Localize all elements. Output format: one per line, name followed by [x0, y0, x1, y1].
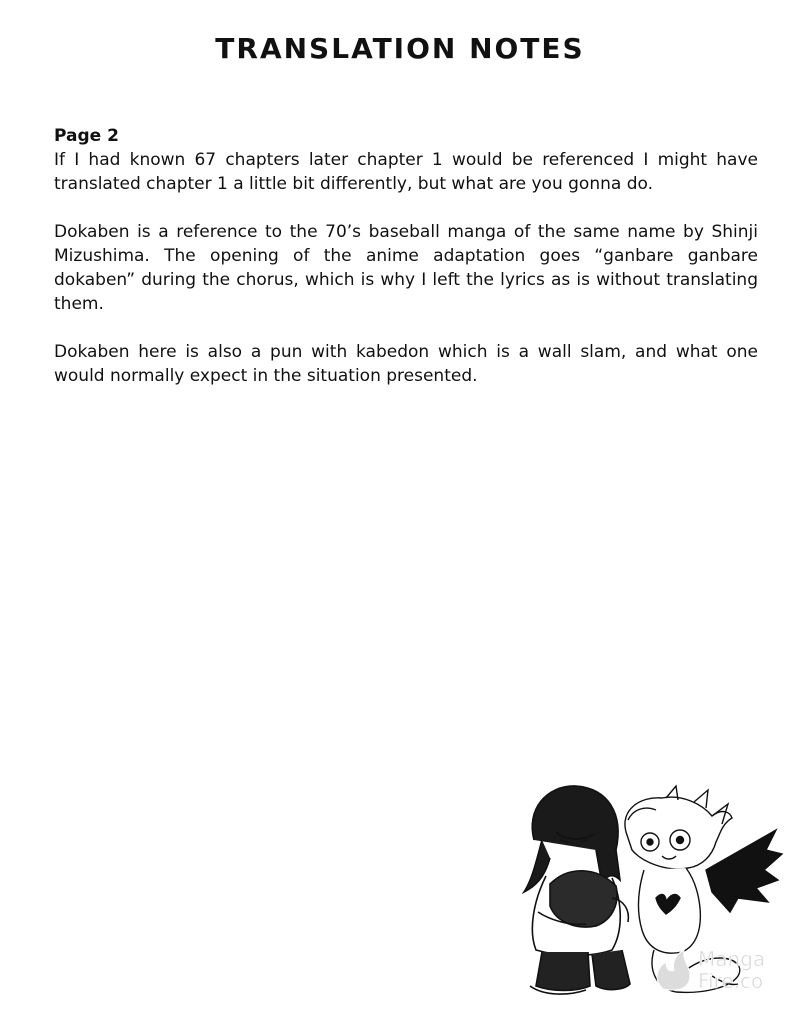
note-paragraph: Dokaben here is also a pun with kabedon which is a wall slam, and what one would normally expect in the situation presented. — [54, 342, 758, 386]
page-title: TRANSLATION NOTES — [215, 32, 585, 65]
site-watermark — [652, 944, 782, 994]
watermark-line-1: Manga — [698, 947, 766, 971]
page-number-heading: Page 2 — [54, 126, 119, 146]
note-paragraph: If I had known 67 chapters later chapter 1 would be referenced I might have translated chapter 1 a little bit differently, but what are you gonna do. — [54, 150, 758, 194]
notes-content — [54, 124, 758, 412]
note-paragraph: Dokaben is a reference to the 70’s baseball manga of the same name by Shinji Mizushima. The opening of the anime adaptation goes “ganbare ganbare dokaben” during the chorus, which is why I left the lyrics as is without translating them. — [54, 222, 758, 314]
flame-logo-icon — [657, 950, 690, 990]
watermark-line-2: Fire.co — [698, 969, 764, 993]
dark-haired-character — [524, 786, 630, 994]
